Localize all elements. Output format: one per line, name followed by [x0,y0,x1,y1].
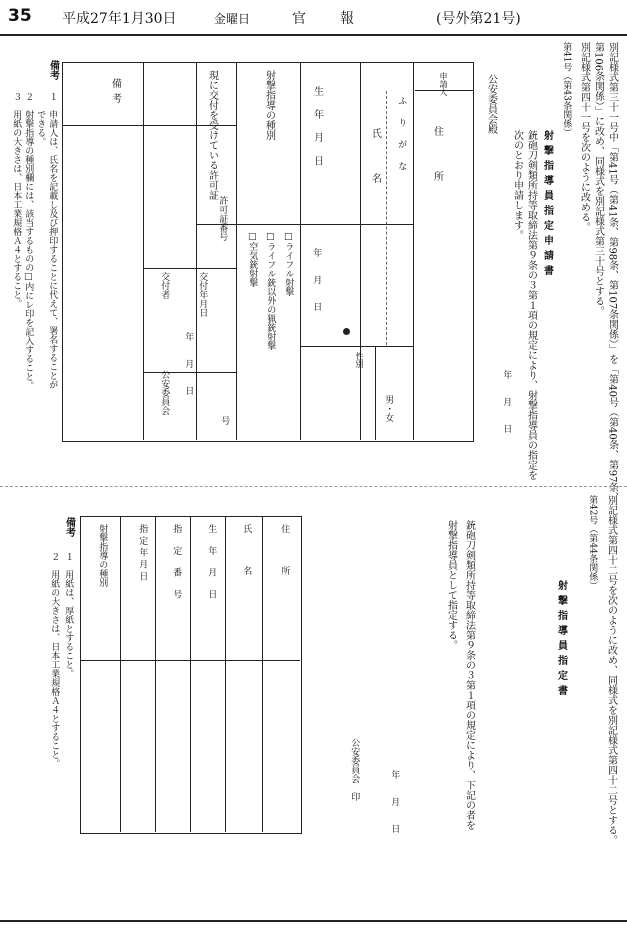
bottom-rule [0,920,627,922]
lower-issuer: 公安委員会 印 [349,738,360,801]
row-designation-number: 指 定 番 号 [171,524,182,604]
type-rifle: □ライフル射撃 [283,232,294,296]
weekday: 金曜日 [214,12,251,26]
document-title: 射撃指導員指定申請書 [541,130,553,280]
issuer-label: 交付者 [159,272,170,299]
type-air-gun: □空気銃射撃 [247,232,258,287]
intro-line-1: 別記様式第三十一号中「第41号（第41条、第98条、第107条関係）」を「第40号（第40条、第97条、 [606,42,618,503]
lower-form-number: 第42号（第44条関係） [587,495,598,590]
row-birth: 生 年 月 日 [206,524,217,604]
permit-date-label: 交付年月日 [197,272,208,317]
note-2: ２ 射撃指導の種別欄には、該当するものの□内にレ印を記入すること。 [23,92,34,390]
lower-date: 年 月 日 [389,770,400,833]
row-instructor-type: 射撃指導の種別 [97,524,108,587]
row-name: 氏 名 [241,524,252,580]
sex-label: 性別 [355,352,364,368]
intro-line-3: 別記様式第四十一号を次のように改める。 [578,42,590,232]
applicant-label: 申請人 [439,72,448,96]
birth-blank: 年 月 日 [311,248,322,311]
note-3: ３ 用紙の大きさは、日本工業規格Ａ４とすること。 [11,92,22,308]
lower-note-1: １ 用紙は、厚紙とすること。 [63,552,74,678]
request-line-1: 銃砲刀剣類所持等取締法第９条の３第１項の規定により、射撃指導員の指定を [525,130,537,480]
notes-label: 備考 [47,60,59,80]
lower-notes-label: 備考 [63,517,75,537]
gazette-title: 官 報 [292,11,364,27]
lower-body-line-1: 銃砲刀剣類所持等取締法第９条の３第１項の規定により、下記の者を [463,520,475,830]
remarks-label: 備考 [109,78,121,108]
page-header [0,0,627,36]
name-label: 氏 名 [369,128,381,188]
type-shotgun: □ライフル銃以外の猟銃射撃 [265,232,276,350]
address-label: 住 所 [431,126,443,186]
intro-line-2: 第106条関係）」に改め、同様式を別記様式第三十号とする。 [592,42,604,317]
seal-mark [343,328,350,335]
section-divider [0,486,627,487]
row-address: 住 所 [279,524,290,580]
sex-value: 男・女 [383,395,394,422]
addressee: 公安委員会殿 [485,74,497,134]
lower-document-title: 射撃指導員指定書 [555,580,567,700]
lower-note-2: ２ 用紙の大きさは、日本工業規格Ａ４とすること。 [49,552,60,768]
permit-number-suffix: 号 [219,416,230,425]
request-line-2: 次のとおり申請します。 [511,130,523,240]
issue-date: 平成27年1月30日 [62,11,177,27]
instructor-type-label: 射撃指導の種別 [263,70,275,140]
note-1-cont: できる。 [35,92,46,146]
lower-body-line-2: 射撃指導員として指定する。 [445,520,457,650]
permit-date-blank: 年 月 日 [183,332,194,395]
form-number: 第41号（第43条関係） [561,42,572,137]
designation-table [80,516,302,834]
permit-number-label: 許可証番号 [217,196,228,241]
page-number: 35 [8,6,32,26]
permit-label: 現に交付を受けている許可証 [206,70,218,200]
birth-label: 生 年 月 日 [311,86,323,171]
application-date: 年 月 日 [501,370,512,433]
issuer-value: 公安委員会 [159,370,170,415]
lower-intro: 別記様式第四十二号を次のように改め、同様式を別記様式第四十二号とする。 [605,495,617,845]
row-designation-date: 指 定 年 月 日 [137,524,148,581]
furigana-label: ふ り が な [396,96,407,176]
note-1: １ 申請人は、氏名を記載し及び押印することに代えて、署名することが [47,92,58,389]
issue-number: (号外第21号) [436,11,521,27]
